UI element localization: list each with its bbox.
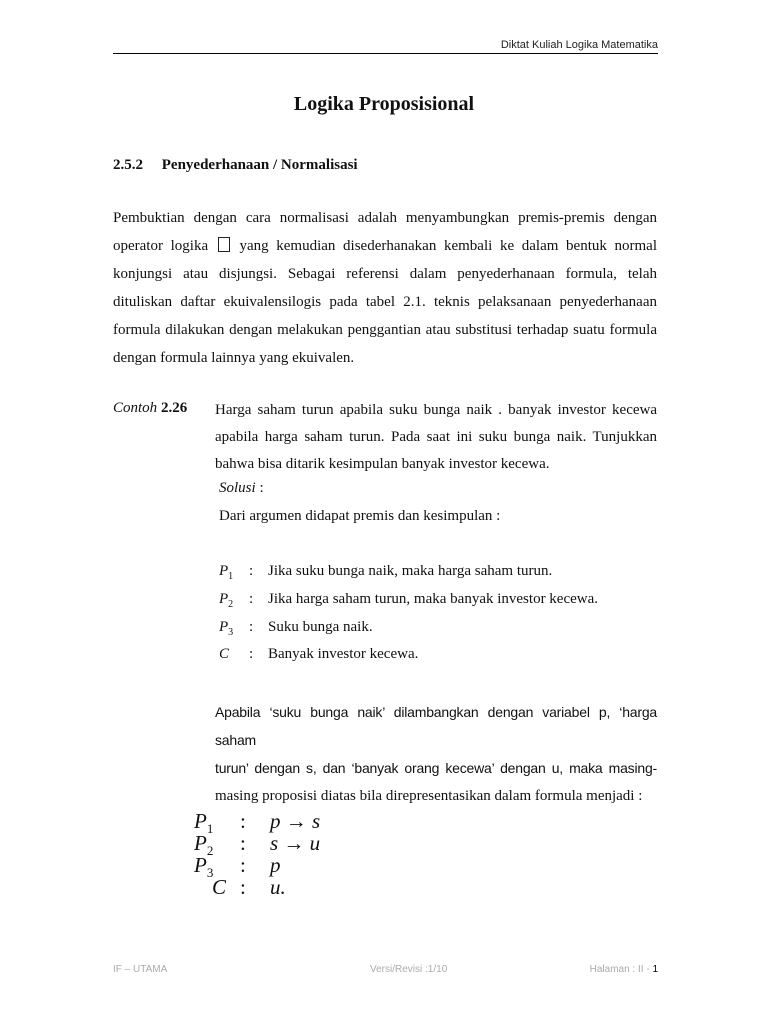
conclusion-row: C : Banyak investor kecewa. — [219, 646, 419, 662]
example-number: 2.26 — [160, 400, 188, 416]
paragraph-line: formula dilakukan dengan melakukan penggantian atau substitusi terhadap suatu formula — [113, 322, 657, 338]
paragraph-line: konjungsi atau disjungsi. Sebagai referensi dalam penyederhanaan formula, telah — [113, 266, 657, 282]
page-title: Logika Proposisional — [293, 93, 475, 115]
formula-row: C : u. — [212, 875, 286, 899]
paragraph-line: Pembuktian dengan cara normalisasi adalah menyambungkan premis-premis dengan — [113, 210, 657, 226]
section-heading — [113, 157, 358, 174]
footer-version: Versi/Revisi :1/10 — [370, 964, 448, 975]
premise-row: $P_2$ : Jika harga saham turun, maka banyak investor kecewa. — [219, 591, 599, 610]
example-label: Contoh 2.26 — [113, 400, 188, 416]
argument-intro: Dari argumen didapat premis dan kesimpulan : — [219, 508, 501, 524]
solution-label: Solusi : — [219, 480, 264, 496]
footer-left: IF – UTAMA — [113, 964, 168, 975]
missing-glyph-icon — [218, 237, 230, 252]
example-text: Harga saham turun apabila suku bunga naik . banyak investor kecewa apabila harga saham turun. Pada saat ini suku bunga naik. Tunjukkan bahwa bisa ditarik kesimpulan banyak investor kecewa. — [215, 402, 657, 472]
paragraph-line: dengan formula lainnya yang ekuivalen. — [113, 350, 355, 366]
body-paragraph — [113, 204, 657, 372]
paragraph-line: operator logika yang kemudian disederhanakan kembali ke dalam bentuk normal — [113, 238, 658, 254]
section-title: Penyederhanaan / Normalisasi — [161, 157, 358, 173]
premise-row: $P_3$ : Suku bunga naik. — [219, 619, 373, 638]
formula-row: $P_1$ : p → s — [194, 809, 321, 837]
premise-row: $P_1$ : Jika suku bunga naik, maka harga saham turun. — [219, 563, 553, 582]
running-header: Diktat Kuliah Logika Matematika — [500, 39, 658, 51]
header-rule — [113, 53, 658, 54]
paragraph-line: dituliskan daftar ekuivalensilogis pada tabel 2.1. teknis pelaksanaan penyederhanaan — [113, 294, 657, 310]
formula-row: $P_3$ : p — [194, 853, 281, 881]
narrative-paragraph: Apabila ‘suku bunga naik’ dilambangkan dengan variabel p, ‘harga saham turun’ dengan s, dan ‘banyak orang kecewa’ dengan u, maka masing- masing proposisi diatas bila direpresentasikan dalam formula menjadi : — [215, 704, 657, 804]
section-number: 2.5.2 — [113, 157, 143, 173]
footer-page: Halaman : II - 1 — [589, 964, 658, 975]
formula-row: $P_2$ : s → u — [194, 831, 321, 859]
page-number: 1 — [652, 964, 658, 975]
